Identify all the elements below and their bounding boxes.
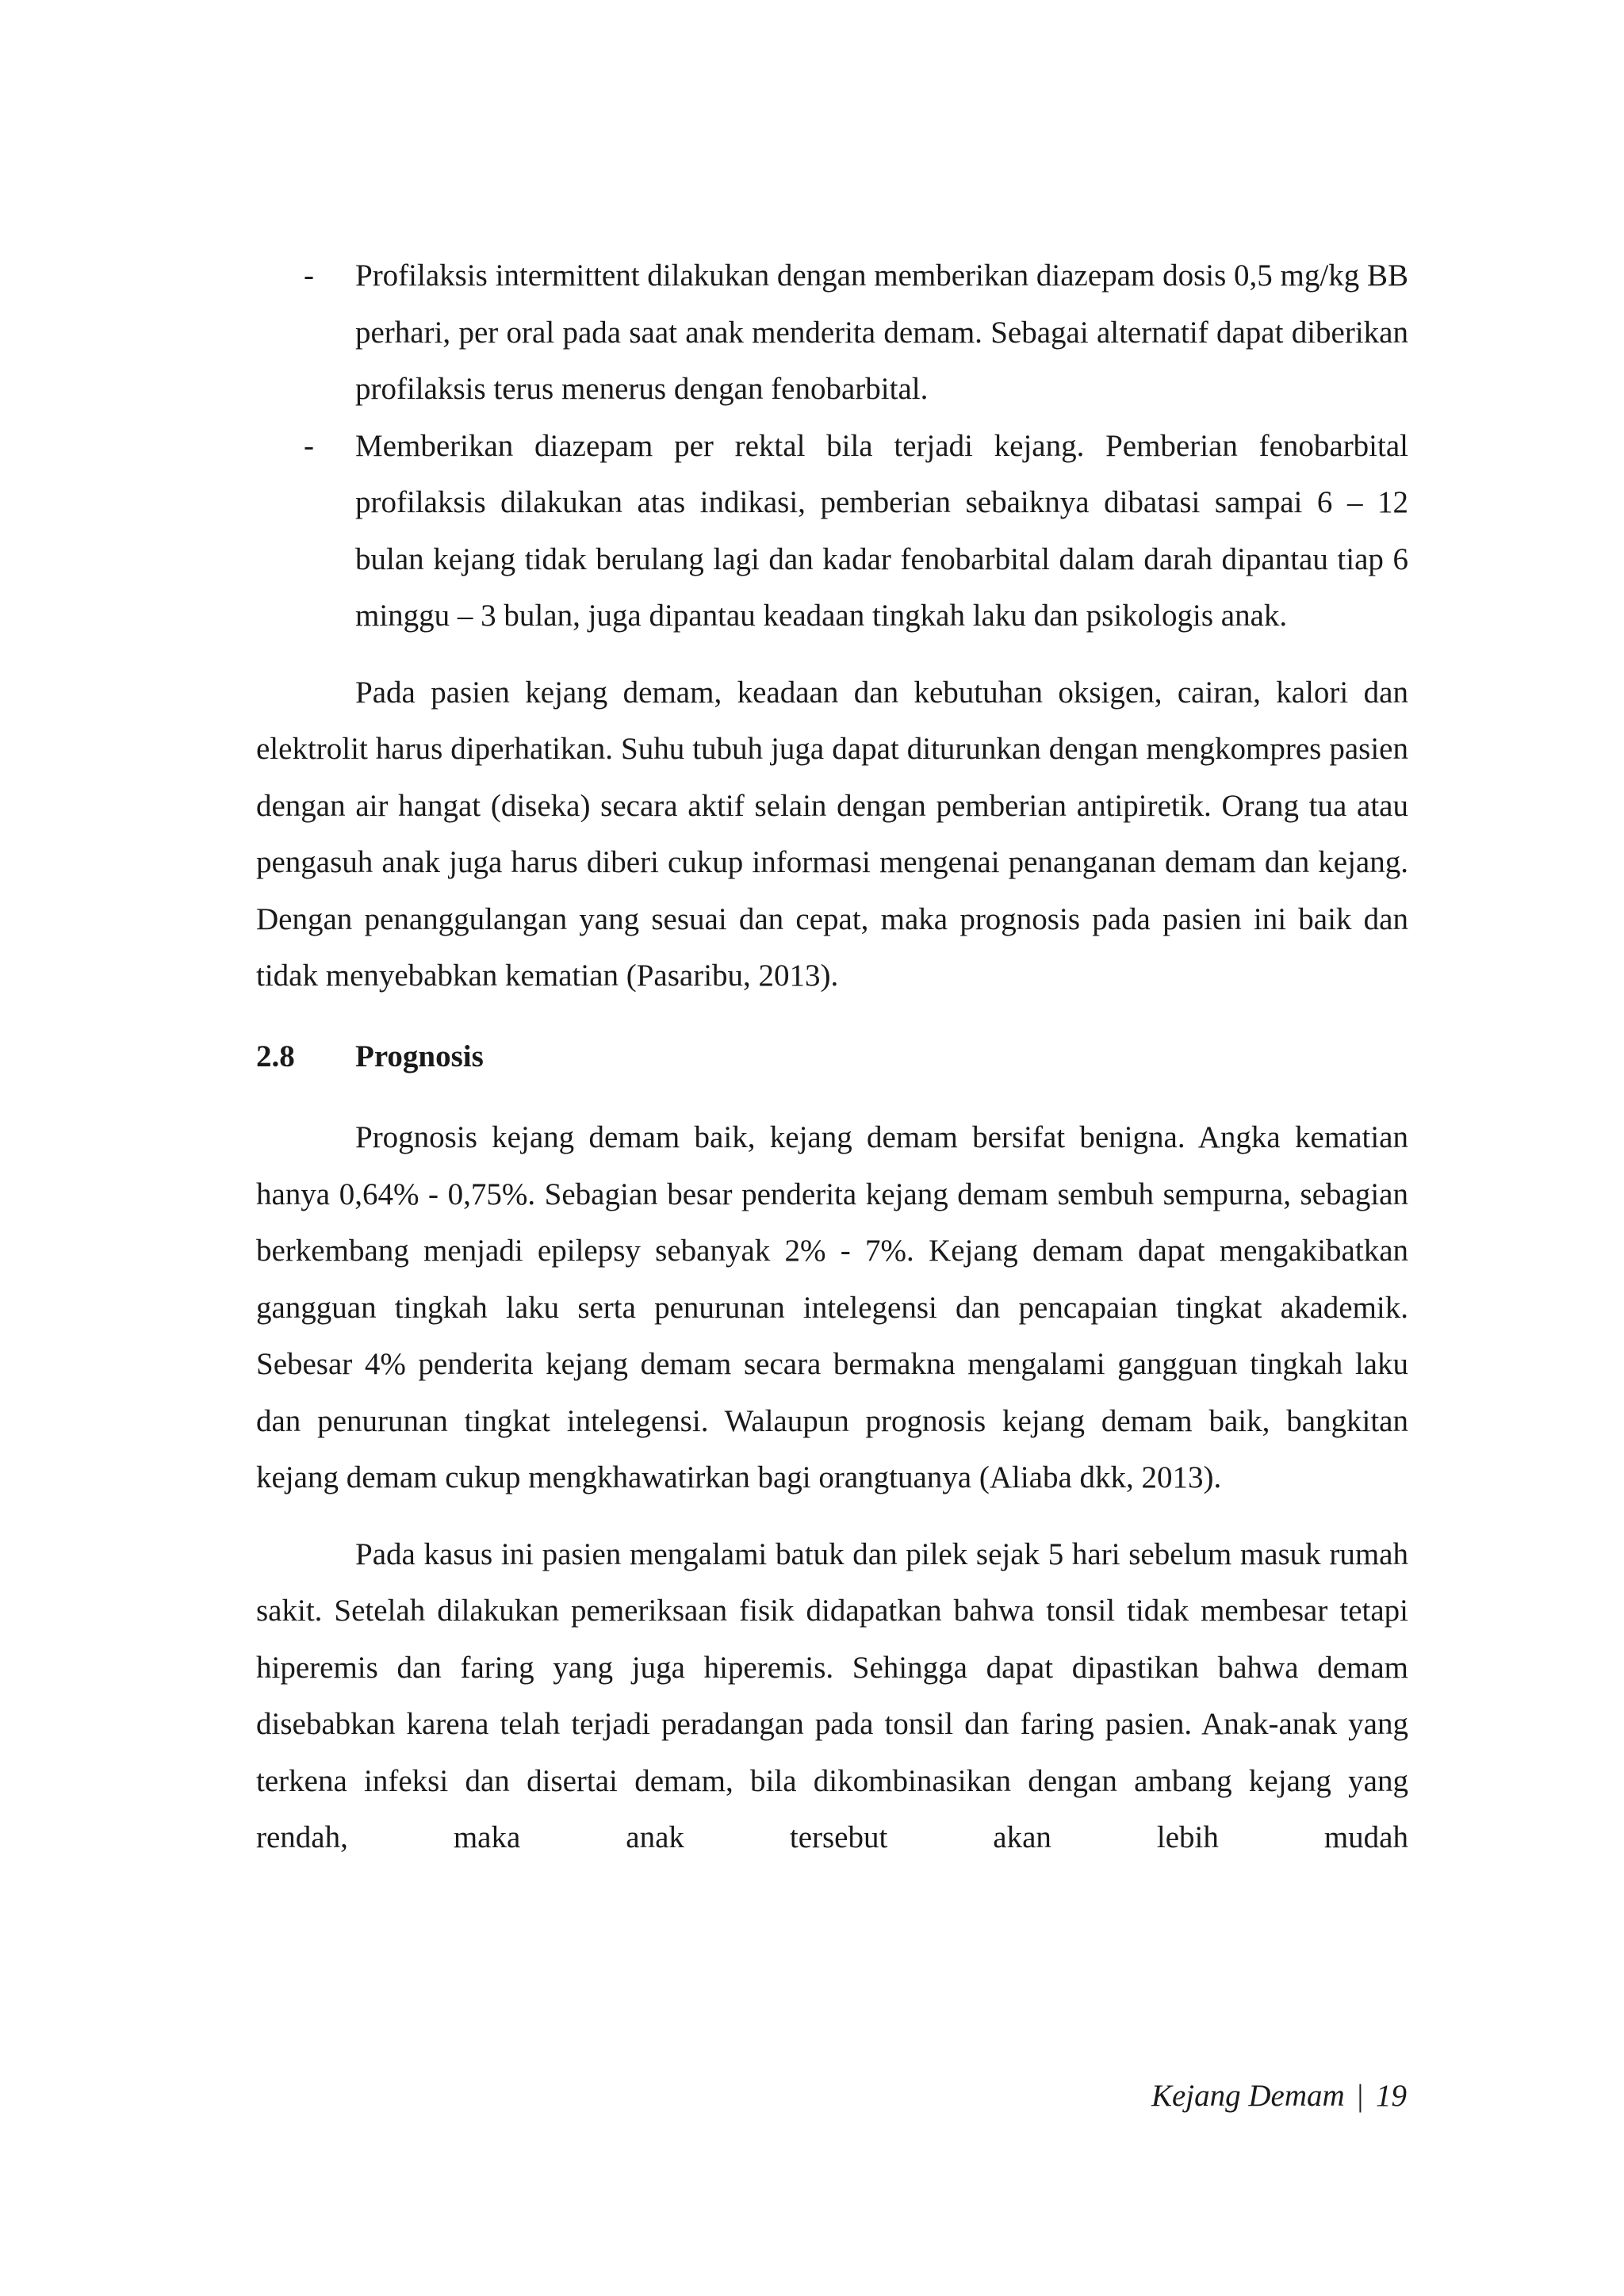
- page-content: [256, 247, 1408, 1866]
- body-paragraph: Prognosis kejang demam baik, kejang demam bersifat benigna. Angka kematian hanya 0,64% - 0,75%. Sebagian besar penderita kejang demam sembuh sempurna, sebagian berkembang menjadi epilepsy sebanyak 2% - 7%. Kejang demam dapat mengakibatkan gangguan tingkah laku serta penurunan intelegensi dan pencapaian tingkat akademik. Sebesar 4% penderita kejang demam secara bermakna mengalami gangguan tingkah laku dan penurunan tingkat intelegensi. Walaupun prognosis kejang demam baik, bangkitan kejang demam cukup mengkhawatirkan bagi orangtuanya (Aliaba dkk, 2013).: [256, 1120, 1408, 1494]
- running-title: Kejang Demam: [1151, 2079, 1345, 2113]
- bullet-marker: -: [304, 258, 314, 293]
- footer-separator: |: [1357, 2079, 1364, 2113]
- list-item-text: Memberikan diazepam per rektal bila terjadi kejang. Pemberian fenobarbital profilaksis dilakukan atas indikasi, pemberian sebaiknya dibatasi sampai 6 – 12 bulan kejang tidak berulang lagi dan kadar fenobarbital dalam darah dipantau tiap 6 minggu – 3 bulan, juga dipantau keadaan tingkah laku dan psikologis anak.: [355, 428, 1408, 633]
- section-title: Prognosis: [355, 1039, 484, 1073]
- bullet-list: [256, 247, 1408, 645]
- section-heading: [256, 1028, 1408, 1085]
- list-item-text: Profilaksis intermittent dilakukan dengan memberikan diazepam dosis 0,5 mg/kg BB perhari, per oral pada saat anak menderita demam. Sebagai alternatif dapat diberikan profilaksis terus menerus dengan fenobarbital.: [355, 258, 1408, 406]
- page-number: 19: [1376, 2079, 1407, 2113]
- bullet-marker: -: [304, 428, 314, 463]
- list-item: [256, 418, 1408, 645]
- page-footer: [1151, 2078, 1407, 2114]
- section-number: 2.8: [256, 1039, 295, 1073]
- list-item: [256, 247, 1408, 418]
- body-paragraph: Pada pasien kejang demam, keadaan dan kebutuhan oksigen, cairan, kalori dan elektrolit harus diperhatikan. Suhu tubuh juga dapat diturunkan dengan mengkompres pasien dengan air hangat (diseka) secara aktif selain dengan pemberian antipiretik. Orang tua atau pengasuh anak juga harus diberi cukup informasi mengenai penanganan demam dan kejang. Dengan penanggulangan yang sesuai dan cepat, maka prognosis pada pasien ini baik dan tidak menyebabkan kematian (Pasaribu, 2013).: [256, 675, 1408, 993]
- body-paragraph: Pada kasus ini pasien mengalami batuk dan pilek sejak 5 hari sebelum masuk rumah sakit. Setelah dilakukan pemeriksaan fisik didapatkan bahwa tonsil tidak membesar tetapi hiperemis dan faring yang juga hiperemis. Sehingga dapat dipastikan bahwa demam disebabkan karena telah terjadi peradangan pada tonsil dan faring pasien. Anak-anak yang terkena infeksi dan disertai demam, bila dikombinasikan dengan ambang kejang yang rendah, maka anak tersebut akan lebih mudah: [256, 1536, 1408, 1854]
